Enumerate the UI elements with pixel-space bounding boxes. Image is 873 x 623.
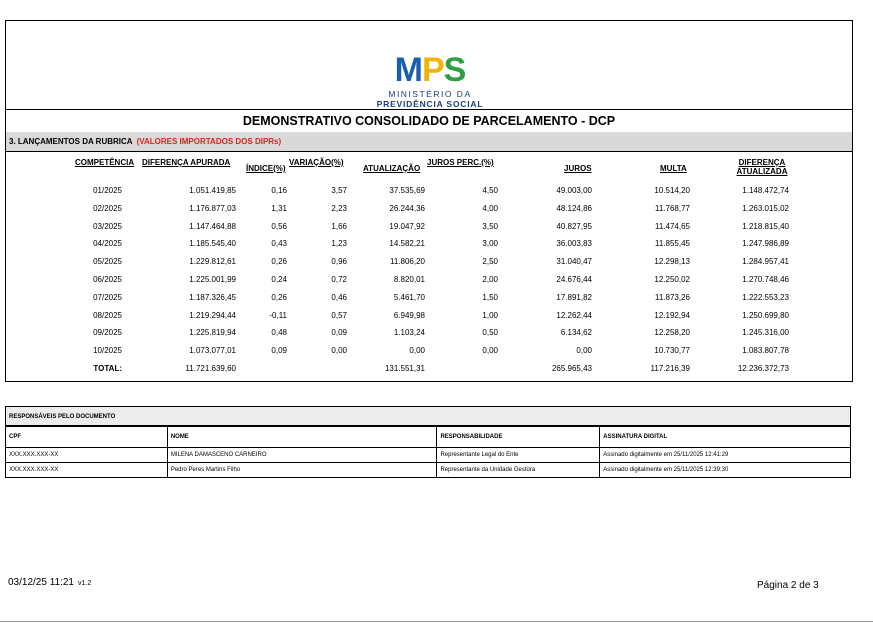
cell-competencia: 10/2025: [93, 346, 122, 356]
cell-variacao: 0,96: [331, 257, 347, 267]
resp-header-responsabilidade: RESPONSABILIDADE: [437, 427, 600, 448]
cell-variacao: 0,46: [331, 292, 347, 302]
cell-indice: 0,09: [271, 346, 287, 356]
col-header-atualizacao: ATUALIZAÇÃO: [363, 164, 421, 173]
cell-multa: 11.474,65: [655, 221, 690, 231]
cell-indice: 0,24: [271, 275, 287, 284]
cell-juros-perc: 2,50: [482, 257, 498, 267]
cell-juros-perc: 0,50: [482, 328, 498, 338]
cell-multa: 12.258,20: [654, 328, 690, 338]
cell-competencia: 01/2025: [93, 186, 122, 195]
cell-variacao: 2,23: [331, 203, 347, 213]
cell-diferenca-atualizada: 1.222.553,23: [742, 292, 789, 302]
total-multa: 117.216,39: [650, 364, 690, 373]
cell-atualizacao: 37.535,69: [389, 186, 425, 195]
cell-multa: 11.768,77: [655, 203, 690, 213]
cell-atualizacao: 26.244,36: [389, 203, 425, 213]
cell-indice: 0,26: [271, 292, 287, 302]
total-atualizacao: 131.551,31: [384, 364, 425, 373]
resp-header-nome: NOME: [167, 427, 437, 448]
logo-line-2: PREVIDÊNCIA SOCIAL: [376, 99, 484, 109]
cell-diferenca-atualizada: 1.270.748,46: [742, 275, 789, 284]
col-header-competencia: COMPETÊNCIA: [75, 158, 135, 167]
cell-multa: 11.855,45: [655, 239, 690, 249]
cell-juros: 24.676,44: [556, 275, 592, 284]
cell-indice: 0,26: [271, 257, 287, 267]
cell-juros-perc: 1,50: [482, 292, 498, 302]
resp-nome: MILENA DAMASCENO CARNEIRO: [167, 448, 437, 463]
section-title: 3. LANÇAMENTOS DA RUBRICA: [9, 137, 133, 146]
cell-diferenca-atualizada: 1.083.807,78: [742, 346, 789, 356]
section-header: [6, 132, 852, 152]
cell-multa: 10.514,20: [654, 186, 690, 195]
cell-diferenca-atualizada: 1.148.472,74: [742, 186, 789, 195]
table-row: [6, 463, 851, 478]
resp-cpf: XXX.XXX.XXX-XX: [6, 448, 168, 463]
cell-competencia: 09/2025: [93, 328, 122, 338]
cell-competencia: 02/2025: [93, 203, 122, 213]
logo-mark: MPS: [394, 51, 466, 89]
cell-diferenca-apurada: 1.225.001,99: [189, 275, 236, 284]
cell-diferenca-atualizada: 1.263.015,02: [742, 203, 789, 213]
cell-juros-perc: 2,00: [482, 275, 498, 284]
cell-juros-perc: 4,00: [482, 203, 498, 213]
cell-diferenca-apurada: 1.185.545,40: [189, 239, 236, 249]
cell-diferenca-apurada: 1.147.464,88: [189, 221, 236, 231]
cell-juros: 48.124,86: [556, 203, 592, 213]
cell-competencia: 07/2025: [93, 292, 122, 302]
cell-atualizacao: 5.461,70: [393, 292, 425, 302]
logo-line-1: MINISTÉRIO DA: [388, 89, 472, 99]
cell-competencia: 08/2025: [93, 310, 122, 320]
cell-juros-perc: 3,50: [482, 221, 498, 231]
cell-juros: 36.003,83: [556, 239, 592, 249]
resp-responsabilidade: Representante Legal do Ente: [437, 448, 600, 463]
section-note: (VALORES IMPORTADOS DOS DIPRs): [136, 137, 282, 146]
cell-juros: 40.827,95: [556, 221, 592, 231]
cell-competencia: 05/2025: [93, 257, 122, 267]
footer-version: v1.2: [78, 580, 92, 587]
cell-juros-perc: 0,00: [482, 346, 498, 356]
cell-atualizacao: 0,00: [409, 346, 425, 356]
cell-diferenca-atualizada: 1.247.986,89: [742, 239, 789, 249]
cell-diferenca-apurada: 1.187.326,45: [189, 292, 236, 302]
resp-nome: Pedro Peres Martins Filho: [167, 463, 437, 478]
cell-diferenca-atualizada: 1.218.815,40: [742, 221, 789, 231]
cell-indice: 1,31: [271, 203, 287, 213]
cell-variacao: 0,72: [331, 275, 347, 284]
document-title: DEMONSTRATIVO CONSOLIDADO DE PARCELAMENTO - DCP: [6, 109, 852, 133]
cell-diferenca-atualizada: 1.284.957,41: [742, 257, 789, 267]
col-header-diferenca-atualizada: DIFERENÇA ATUALIZADA: [736, 158, 788, 176]
resp-responsabilidade: Representante da Unidade Gestora: [437, 463, 600, 478]
resp-header-assinatura: ASSINATURA DIGITAL: [600, 427, 851, 448]
cell-atualizacao: 1.103,24: [393, 328, 425, 338]
cell-indice: -0,11: [269, 310, 287, 320]
cell-diferenca-apurada: 1.225.819,94: [189, 328, 236, 338]
cell-atualizacao: 14.582,21: [389, 239, 425, 249]
cell-atualizacao: 8.820,01: [393, 275, 425, 284]
col-header-diferenca-apurada: DIFERENÇA APURADA: [142, 158, 231, 167]
col-header-juros-perc: JUROS PERC.(%): [427, 158, 494, 167]
resp-assinatura: Assinado digitalmente em 25/11/2025 12:39:30: [600, 463, 851, 478]
cell-juros-perc: 4,50: [482, 186, 498, 195]
footer-page-number: Página 2 de 3: [757, 580, 819, 591]
resp-assinatura: Assinado digitalmente em 25/11/2025 12:41:29: [600, 448, 851, 463]
col-header-multa: MULTA: [660, 164, 687, 173]
cell-diferenca-apurada: 1.073.077,01: [189, 346, 236, 356]
cell-competencia: 03/2025: [93, 221, 122, 231]
footer-datetime: 03/12/25 11:21 v1.2: [8, 577, 92, 588]
cell-juros: 31.040,47: [556, 257, 592, 267]
cell-diferenca-apurada: 1.051.419,85: [189, 186, 236, 195]
report-frame: [5, 20, 853, 382]
cell-indice: 0,16: [271, 186, 287, 195]
cell-juros: 17.891,82: [556, 292, 592, 302]
cell-multa: 12.298,13: [654, 257, 690, 267]
cell-juros: 12.262,44: [556, 310, 592, 320]
resp-cpf: XXX.XXX.XXX-XX: [6, 463, 168, 478]
col-header-juros: JUROS: [564, 164, 592, 173]
cell-juros-perc: 1,00: [482, 310, 498, 320]
cell-variacao: 0,00: [331, 346, 347, 356]
cell-variacao: 0,57: [331, 310, 347, 320]
cell-variacao: 1,23: [331, 239, 347, 249]
page-divider: [0, 621, 873, 622]
total-diferenca-apurada: 11.721.639,60: [185, 364, 236, 373]
col-header-variacao: VARIAÇÃO(%): [289, 158, 344, 167]
cell-diferenca-atualizada: 1.245.316,00: [742, 328, 789, 338]
total-label: TOTAL:: [93, 364, 122, 373]
cell-diferenca-apurada: 1.229.812,61: [189, 257, 236, 267]
cell-juros: 49.003,00: [556, 186, 592, 195]
resp-header-cpf: CPF: [6, 427, 168, 448]
cell-multa: 11.873,26: [655, 292, 690, 302]
total-juros: 265.965,43: [551, 364, 592, 373]
cell-indice: 0,48: [271, 328, 287, 338]
cell-multa: 12.192,94: [654, 310, 690, 320]
cell-variacao: 3,57: [331, 186, 347, 195]
cell-atualizacao: 19.047,92: [389, 221, 425, 231]
cell-diferenca-apurada: 1.219.294,44: [189, 310, 236, 320]
cell-juros: 6.134,62: [560, 328, 592, 338]
cell-variacao: 1,66: [331, 221, 347, 231]
cell-competencia: 06/2025: [93, 275, 122, 284]
responsaveis-title: RESPONSÁVEIS PELO DOCUMENTO: [5, 406, 851, 426]
cell-competencia: 04/2025: [93, 239, 122, 249]
cell-atualizacao: 11.806,20: [390, 257, 425, 267]
responsaveis-table: [5, 426, 851, 478]
total-diferenca-atualizada: 12.236.372,73: [737, 364, 789, 373]
cell-diferenca-atualizada: 1.250.699,80: [742, 310, 789, 320]
cell-multa: 10.730,77: [654, 346, 690, 356]
cell-juros: 0,00: [576, 346, 592, 356]
responsaveis-section: [5, 406, 851, 482]
cell-atualizacao: 6.949,98: [393, 310, 425, 320]
cell-indice: 0,56: [271, 221, 287, 231]
cell-juros-perc: 3,00: [482, 239, 498, 249]
cell-variacao: 0,09: [331, 328, 347, 338]
responsaveis-header-row: [6, 427, 851, 448]
col-header-indice: ÍNDICE(%): [246, 164, 286, 173]
cell-diferenca-apurada: 1.176.877,03: [189, 203, 236, 213]
table-row: [6, 448, 851, 463]
cell-multa: 12.250,02: [654, 275, 690, 284]
cell-indice: 0,43: [271, 239, 287, 249]
